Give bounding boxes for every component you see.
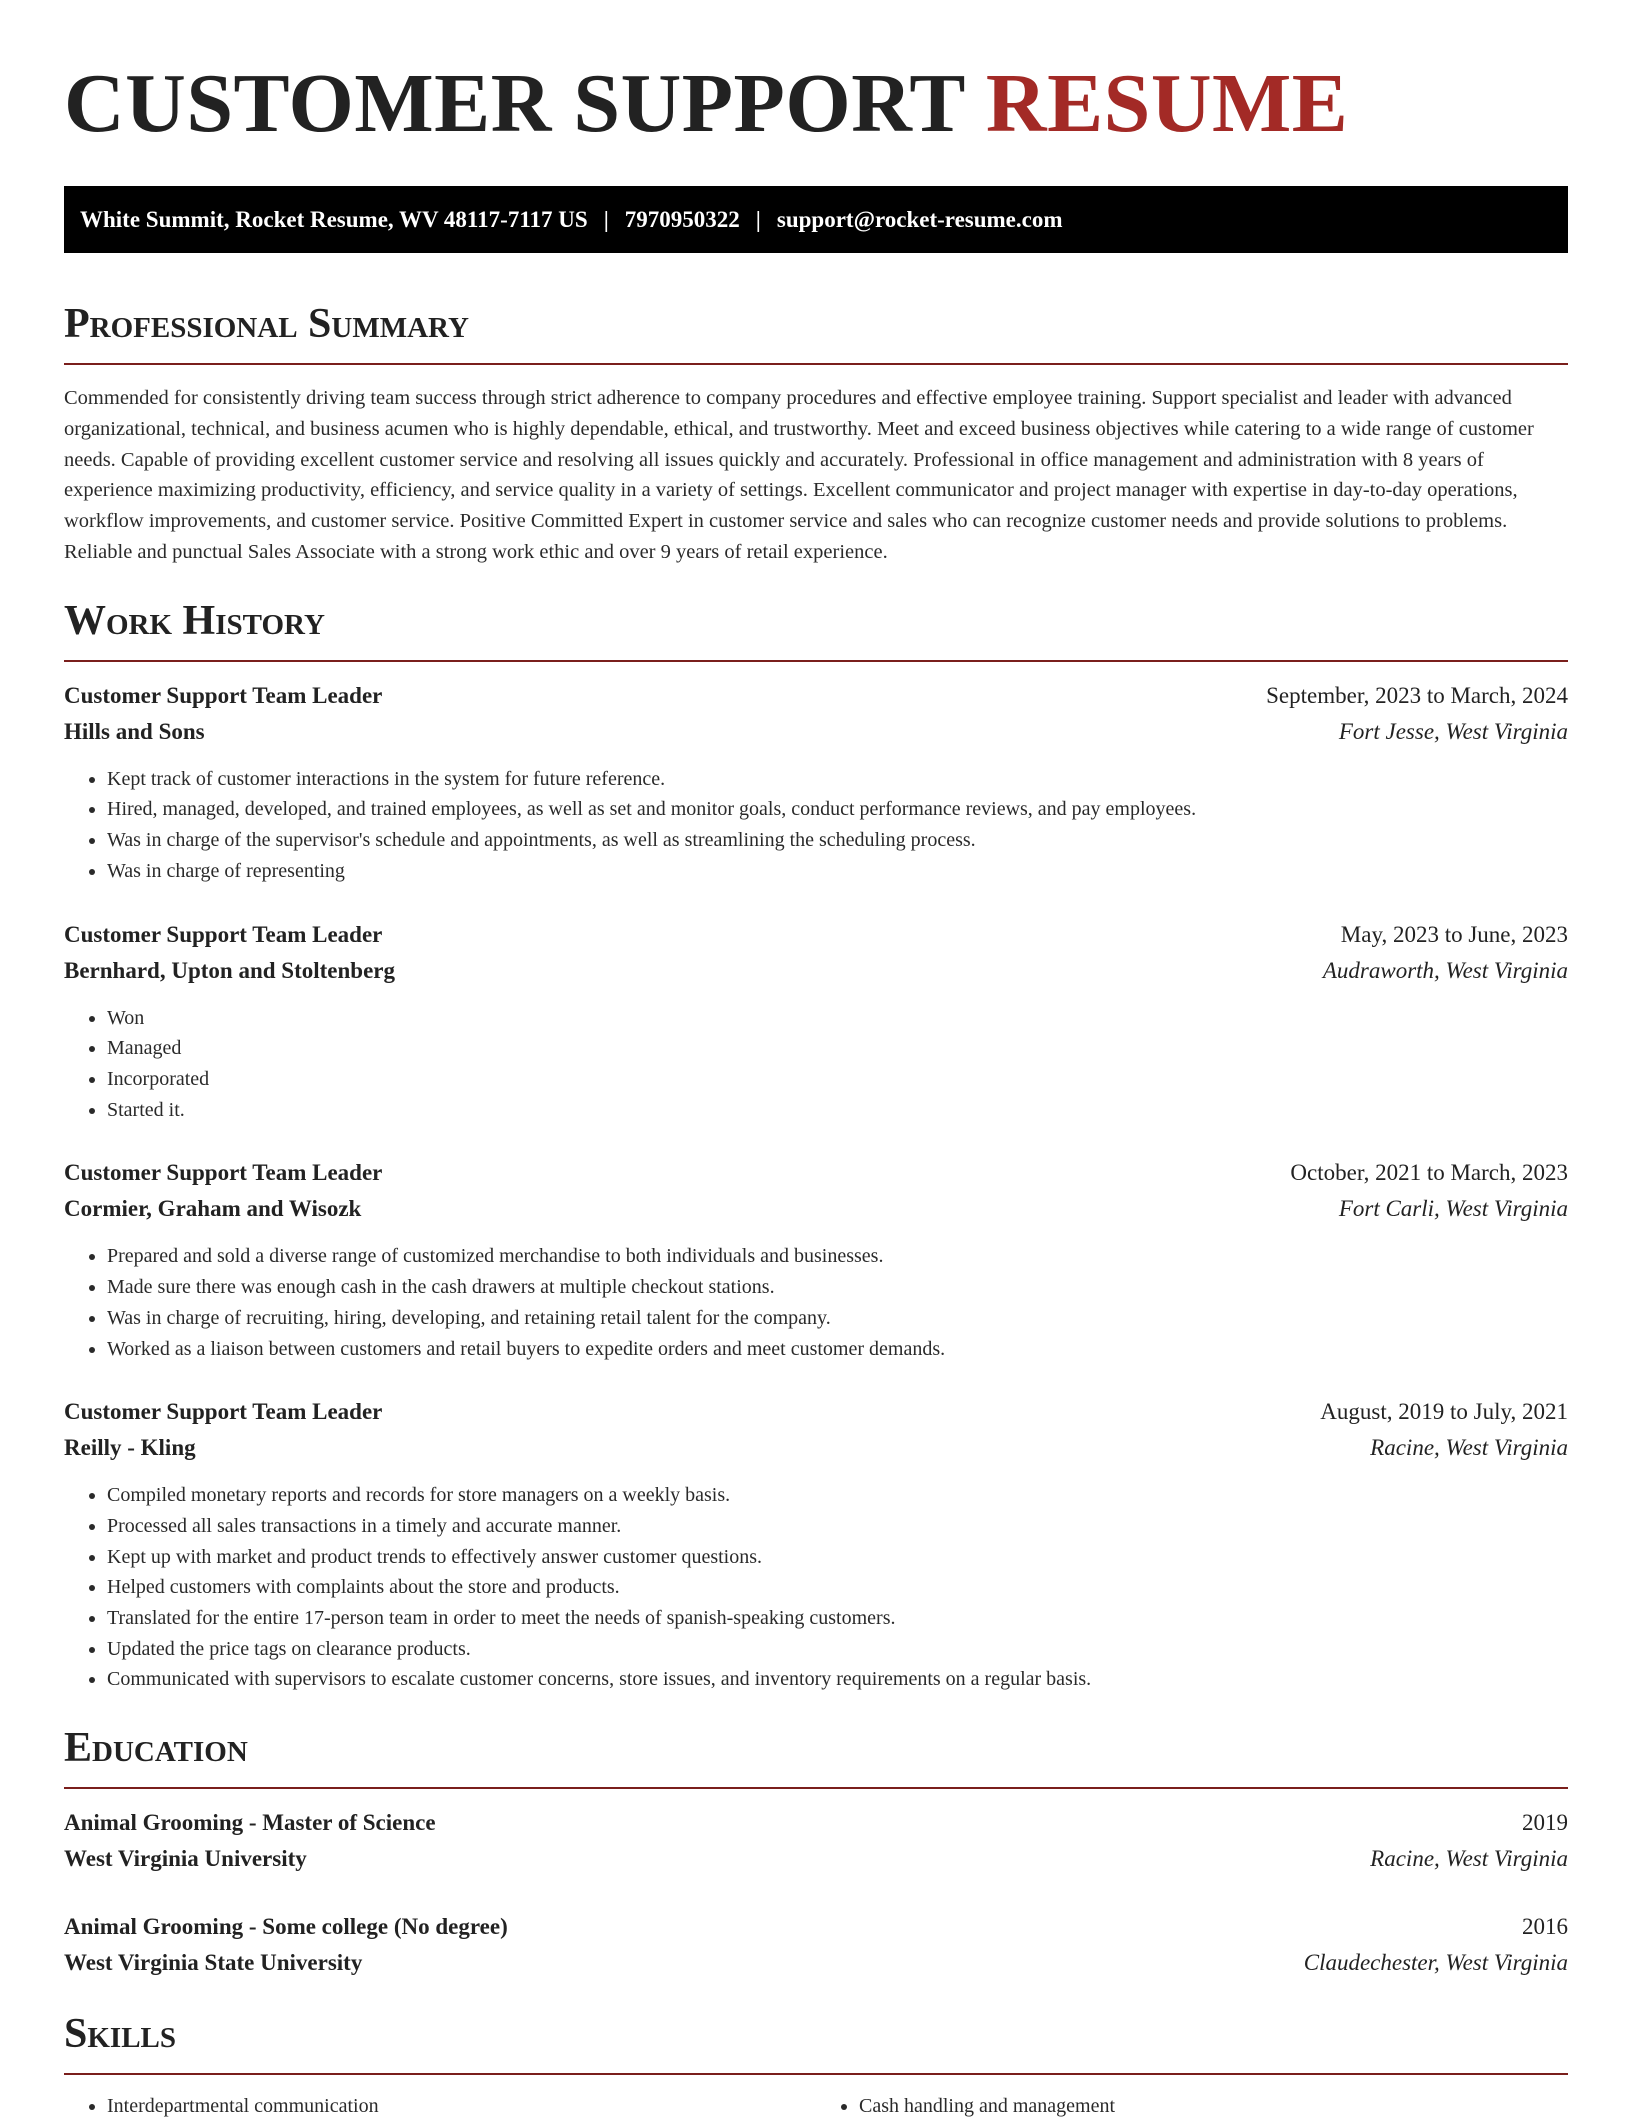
degree-year: 2019 [1522, 1810, 1568, 1836]
school-location: Claudechester, West Virginia [1303, 1950, 1568, 1976]
job-title: Customer Support Team Leader [64, 1399, 383, 1425]
contact-separator: | [755, 206, 761, 232]
job-bullet: • Made sure there was enough cash in the cash drawers at multiple checkout stations. [107, 1272, 1568, 1303]
title-main: CUSTOMER SUPPORT [64, 57, 986, 150]
summary-heading: Professional Summary [64, 301, 469, 347]
skill-item: • Interdepartmental communication [107, 2091, 816, 2122]
work-history-section [64, 596, 1568, 1695]
skills-heading: Skills [64, 2011, 177, 2058]
degree-year: 2016 [1522, 1914, 1568, 1940]
job-bullet: • Was in charge of representing [107, 856, 1568, 887]
job-location: Racine, West Virginia [1370, 1435, 1568, 1461]
skills-grid [64, 2091, 1568, 2122]
degree-name: Animal Grooming - Some college (No degree) [64, 1914, 508, 1940]
job-company: Bernhard, Upton and Stoltenberg [64, 957, 395, 983]
job-bullet: • Helped customers with complaints about the store and products. [107, 1572, 1568, 1603]
job-title: Customer Support Team Leader [64, 921, 383, 947]
section-divider [64, 660, 1568, 662]
contact-phone: 7970950322 [624, 206, 740, 232]
job-company: Hills and Sons [64, 718, 205, 744]
section-divider [64, 1787, 1568, 1789]
education-entry [64, 1805, 1568, 1877]
education-section [64, 1723, 1568, 1981]
job-bullet: • Processed all sales transactions in a timely and accurate manner. [107, 1511, 1568, 1542]
degree-name: Animal Grooming - Master of Science [64, 1810, 436, 1836]
job-location: Fort Jesse, West Virginia [1338, 718, 1568, 744]
job-bullet: • Prepared and sold a diverse range of customized merchandise to both individuals and businesses. [107, 1241, 1568, 1272]
job-bullets [64, 1480, 1568, 1695]
job-title: Customer Support Team Leader [64, 682, 383, 708]
skills-column [64, 2091, 816, 2122]
job-dates: May, 2023 to June, 2023 [1340, 921, 1568, 947]
job-dates: October, 2021 to March, 2023 [1290, 1160, 1568, 1186]
job-entry [64, 1155, 1568, 1364]
job-bullet: • Kept track of customer interactions in the system for future reference. [107, 764, 1568, 795]
job-bullet: • Won [107, 1003, 1568, 1034]
contact-bar [64, 186, 1568, 253]
job-bullet: • Managed [107, 1033, 1568, 1064]
job-bullets [64, 1241, 1568, 1364]
section-divider [64, 2073, 1568, 2075]
title-accent: RESUME [985, 57, 1349, 150]
school-name: West Virginia State University [64, 1950, 363, 1976]
job-dates: September, 2023 to March, 2024 [1266, 682, 1568, 708]
contact-email: support@rocket-resume.com [776, 206, 1063, 232]
job-location: Fort Carli, West Virginia [1338, 1196, 1568, 1222]
contact-separator: | [603, 206, 609, 232]
job-company: Reilly - Kling [64, 1435, 196, 1461]
job-entry [64, 678, 1568, 887]
job-bullet: • Updated the price tags on clearance products. [107, 1634, 1568, 1665]
job-dates: August, 2019 to July, 2021 [1320, 1399, 1568, 1425]
job-bullets [64, 764, 1568, 887]
job-bullet: • Translated for the entire 17-person team in order to meet the needs of spanish-speaking customers. [107, 1603, 1568, 1634]
job-bullet: • Was in charge of the supervisor's schedule and appointments, as well as streamlining the scheduling process. [107, 825, 1568, 856]
section-divider [64, 363, 1568, 365]
job-bullet: • Started it. [107, 1095, 1568, 1126]
skills-column [816, 2091, 1568, 2122]
summary-text: Commended for consistently driving team success through strict adherence to company procedures and effective employee training. Support specialist and leader with advanced organizational, technical, and business acumen who is highly dependable, ethical, and trustworthy. Meet and exceed business objectives while catering to a wide range of customer needs. Capable of providing excellent customer service and resolving all issues quickly and accurately. Professional in office management and administration with 8 years of experience maximizing productivity, efficiency, and service quality in a variety of settings. Excellent communicator and project manager with expertise in day-to-day operations, workflow improvements, and customer service. Positive Committed Expert in customer service and sales who can recognize customer needs and provide solutions to problems. Reliable and punctual Sales Associate with a strong work ethic and over 9 years of retail experience. [64, 387, 1534, 563]
job-entry [64, 917, 1568, 1126]
job-company: Cormier, Graham and Wisozk [64, 1196, 362, 1222]
job-bullet: • Incorporated [107, 1064, 1568, 1095]
school-location: Racine, West Virginia [1370, 1846, 1568, 1872]
job-bullet: • Kept up with market and product trends to effectively answer customer questions. [107, 1542, 1568, 1573]
job-entry [64, 1394, 1568, 1695]
job-bullet: • Compiled monetary reports and records for store managers on a weekly basis. [107, 1480, 1568, 1511]
education-entry [64, 1909, 1568, 1981]
job-bullet: • Was in charge of recruiting, hiring, developing, and retaining retail talent for the company. [107, 1303, 1568, 1334]
skills-section [64, 2009, 1568, 2122]
job-title: Customer Support Team Leader [64, 1160, 383, 1186]
summary-section [64, 299, 1568, 568]
job-bullet: • Worked as a liaison between customers and retail buyers to expedite orders and meet customer demands. [107, 1334, 1568, 1365]
skill-item: • Cash handling and management [859, 2091, 1568, 2122]
contact-address: White Summit, Rocket Resume, WV 48117-7117 US [80, 206, 588, 232]
page-title [64, 0, 1568, 152]
work-history-heading: Work History [64, 597, 325, 644]
job-bullet: • Hired, managed, developed, and trained employees, as well as set and monitor goals, conduct performance reviews, and pay employees. [107, 794, 1568, 825]
job-location: Audraworth, West Virginia [1322, 957, 1568, 983]
job-bullet: • Communicated with supervisors to escalate customer concerns, store issues, and inventory requirements on a regular basis. [107, 1664, 1568, 1695]
job-bullets [64, 1003, 1568, 1126]
education-heading: Education [64, 1725, 248, 1772]
school-name: West Virginia University [64, 1846, 307, 1872]
